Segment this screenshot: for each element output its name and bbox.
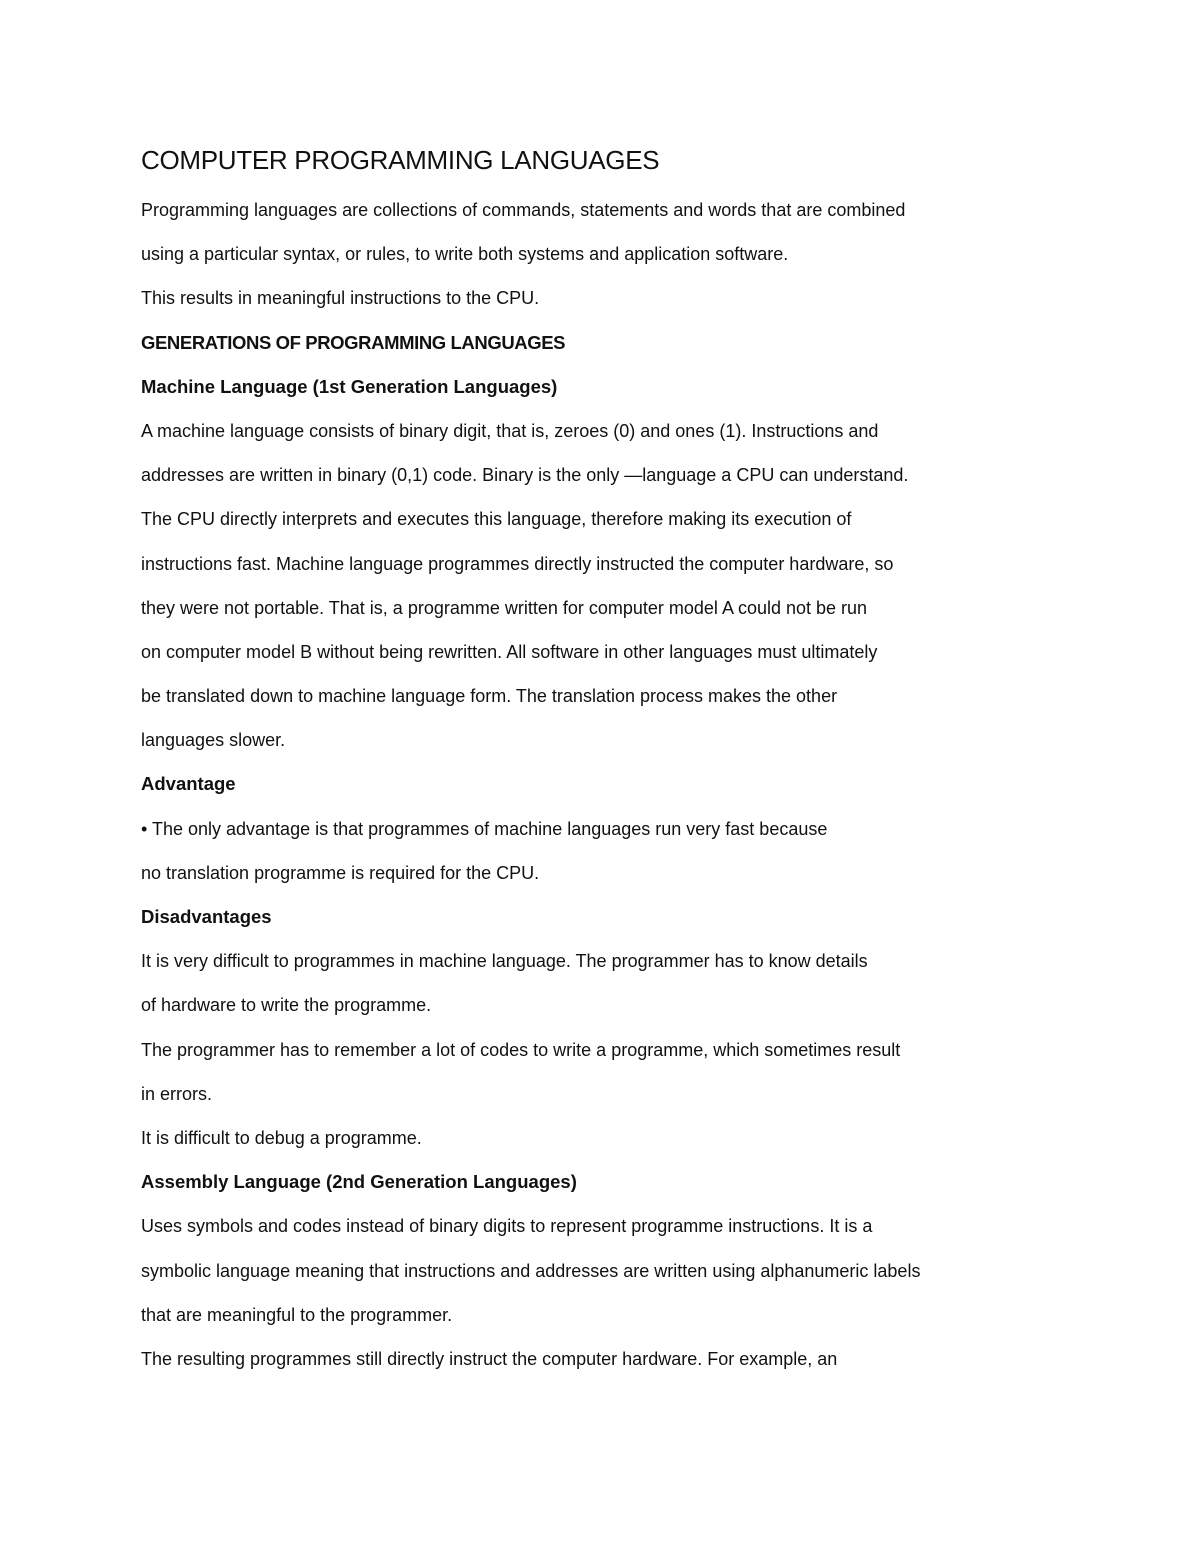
body-text-line: they were not portable. That is, a programme written for computer model A could not be run [141, 597, 868, 618]
body-text-line: symbolic language meaning that instructions and addresses are written using alphanumeric labels [141, 1260, 921, 1281]
body-text-line: on computer model B without being rewritten. All software in other languages must ultimately [141, 641, 878, 662]
document-title: COMPUTER PROGRAMMING LANGUAGES [141, 145, 660, 175]
body-text-line: instructions fast. Machine language programmes directly instructed the computer hardware, so [141, 553, 894, 574]
body-text-line: It is difficult to debug a programme. [141, 1127, 422, 1148]
body-text-line: languages slower. [141, 730, 286, 751]
section-heading: Disadvantages [141, 906, 272, 927]
body-text-line: The resulting programmes still directly instruct the computer hardware. For example, an [141, 1348, 838, 1369]
body-text-line: no translation programme is required for the CPU. [141, 862, 540, 883]
section-heading: Advantage [141, 773, 236, 795]
body-text-line: A machine language consists of binary digit, that is, zeroes (0) and ones (1). Instructions and [141, 420, 879, 441]
body-text-line: of hardware to write the programme. [141, 995, 432, 1016]
body-text-line: that are meaningful to the programmer. [141, 1304, 453, 1325]
body-text-line: in errors. [141, 1083, 213, 1104]
section-heading: Machine Language (1st Generation Languages) [141, 375, 558, 397]
body-text-line: It is very difficult to programmes in machine language. The programmer has to know details [141, 951, 868, 972]
body-text-line: • The only advantage is that programmes of machine languages run very fast because [141, 818, 828, 839]
body-text-line: be translated down to machine language form. The translation process makes the other [141, 686, 838, 707]
body-text-line: This results in meaningful instructions to the CPU. [141, 288, 540, 309]
section-heading: Assembly Language (2nd Generation Languages) [141, 1171, 577, 1193]
document-page [141, 138, 1021, 1381]
body-text-line: The programmer has to remember a lot of codes to write a programme, which sometimes result [141, 1039, 901, 1060]
section-heading: GENERATIONS OF PROGRAMMING LANGUAGES [141, 331, 566, 353]
body-text-line: Programming languages are collections of commands, statements and words that are combined [141, 200, 906, 220]
body-text-line: The CPU directly interprets and executes this language, therefore making its execution of [141, 509, 852, 530]
body-text-line: using a particular syntax, or rules, to write both systems and application software. [141, 244, 789, 265]
document-body [141, 188, 1021, 1381]
body-text-line: addresses are written in binary (0,1) code. Binary is the only ―language a CPU can understand. [141, 465, 909, 486]
body-text-line: Uses symbols and codes instead of binary digits to represent programme instructions. It is a [141, 1216, 873, 1237]
